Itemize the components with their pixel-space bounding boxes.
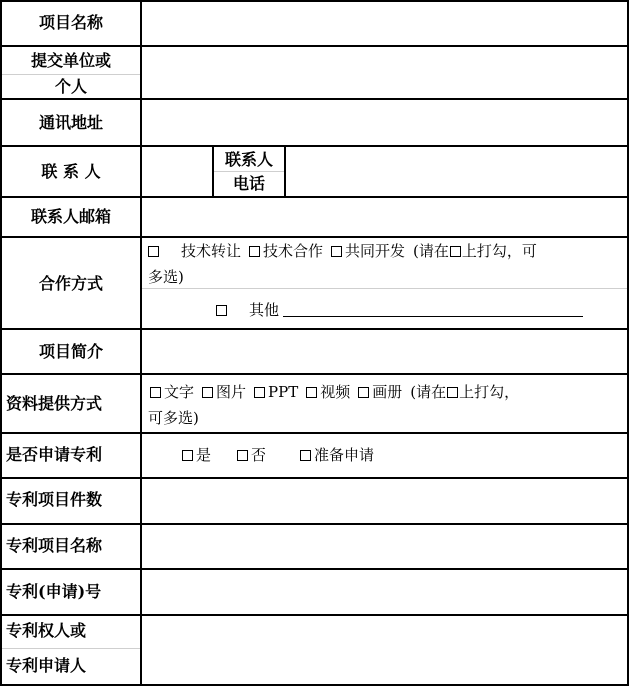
checkbox[interactable] <box>182 450 193 461</box>
option-no: 否 <box>251 446 267 464</box>
row-divider <box>0 236 629 238</box>
label-patent-holder-line1: 专利权人或 <box>6 621 87 640</box>
guide-line <box>142 288 627 289</box>
option-image: 图片 <box>216 383 247 401</box>
materials-note-prefix: (请在 <box>410 383 447 401</box>
row-divider <box>0 98 629 100</box>
cooperation-note-prefix: (请在 <box>413 242 449 260</box>
option-yes: 是 <box>196 446 212 464</box>
row-divider <box>0 568 629 570</box>
label-cooperation: 合作方式 <box>38 274 103 293</box>
label-patent-holder-line2: 专利申请人 <box>6 656 87 675</box>
cooperation-note-suffix: 上打勾，可 <box>461 242 537 260</box>
cooperation-other-row <box>216 300 583 320</box>
label-patent-applied: 是否申请专利 <box>6 445 103 464</box>
option-tech-transfer: 技术转让 <box>181 242 242 260</box>
option-text: 文字 <box>164 383 195 401</box>
option-joint-development: 共同开发 <box>345 242 406 260</box>
option-video: 视频 <box>320 383 351 401</box>
checkbox[interactable] <box>237 450 248 461</box>
checkbox-hint-icon <box>447 387 458 398</box>
cooperation-note-line2: 多选) <box>148 268 184 286</box>
checkbox[interactable] <box>331 246 342 257</box>
checkbox[interactable] <box>300 450 311 461</box>
row-divider <box>0 614 629 616</box>
label-contact-phone-line2: 电话 <box>232 174 265 193</box>
checkbox[interactable] <box>254 387 265 398</box>
row-divider <box>0 145 629 147</box>
row-divider <box>0 523 629 525</box>
row-divider <box>0 196 629 198</box>
checkbox[interactable] <box>249 246 260 257</box>
label-patent-number: 专利(申请)号 <box>6 582 102 601</box>
materials-note-line2: 可多选) <box>148 409 199 427</box>
row-divider <box>0 477 629 479</box>
checkbox[interactable] <box>216 305 227 316</box>
label-project-name: 项目名称 <box>38 13 103 32</box>
row-divider <box>0 373 629 375</box>
cooperation-options <box>148 241 537 261</box>
guide-line <box>2 648 140 649</box>
label-submitter-line1: 提交单位或 <box>30 51 111 70</box>
checkbox-hint-icon <box>450 246 461 257</box>
other-input-line[interactable] <box>283 302 583 317</box>
option-other: 其他 <box>249 301 280 319</box>
row-divider <box>0 45 629 47</box>
guide-line <box>2 74 140 75</box>
checkbox[interactable] <box>358 387 369 398</box>
label-patent-name: 专利项目名称 <box>6 536 103 555</box>
option-tech-cooperation: 技术合作 <box>263 242 324 260</box>
row-divider <box>0 432 629 434</box>
row-divider <box>0 328 629 330</box>
patent-options <box>182 445 374 465</box>
label-patent-count: 专利项目件数 <box>6 490 103 509</box>
label-materials: 资料提供方式 <box>6 394 103 413</box>
option-brochure: 画册 <box>372 383 403 401</box>
label-submitter-line2: 个人 <box>54 77 87 96</box>
option-preparing: 准备申请 <box>314 446 375 464</box>
border-top <box>0 0 629 2</box>
option-ppt: PPT <box>268 383 299 401</box>
checkbox[interactable] <box>202 387 213 398</box>
label-email: 联系人邮箱 <box>30 207 111 226</box>
label-address: 通讯地址 <box>38 113 103 132</box>
label-summary: 项目简介 <box>38 342 103 361</box>
label-contact: 联 系 人 <box>41 162 101 181</box>
phone-divider-right <box>284 146 286 196</box>
checkbox[interactable] <box>306 387 317 398</box>
checkbox[interactable] <box>148 246 159 257</box>
materials-options <box>150 382 519 402</box>
label-contact-phone-line1: 联系人 <box>224 150 273 169</box>
guide-line <box>214 171 284 172</box>
materials-note-suffix: 上打勾， <box>459 383 520 401</box>
checkbox[interactable] <box>150 387 161 398</box>
